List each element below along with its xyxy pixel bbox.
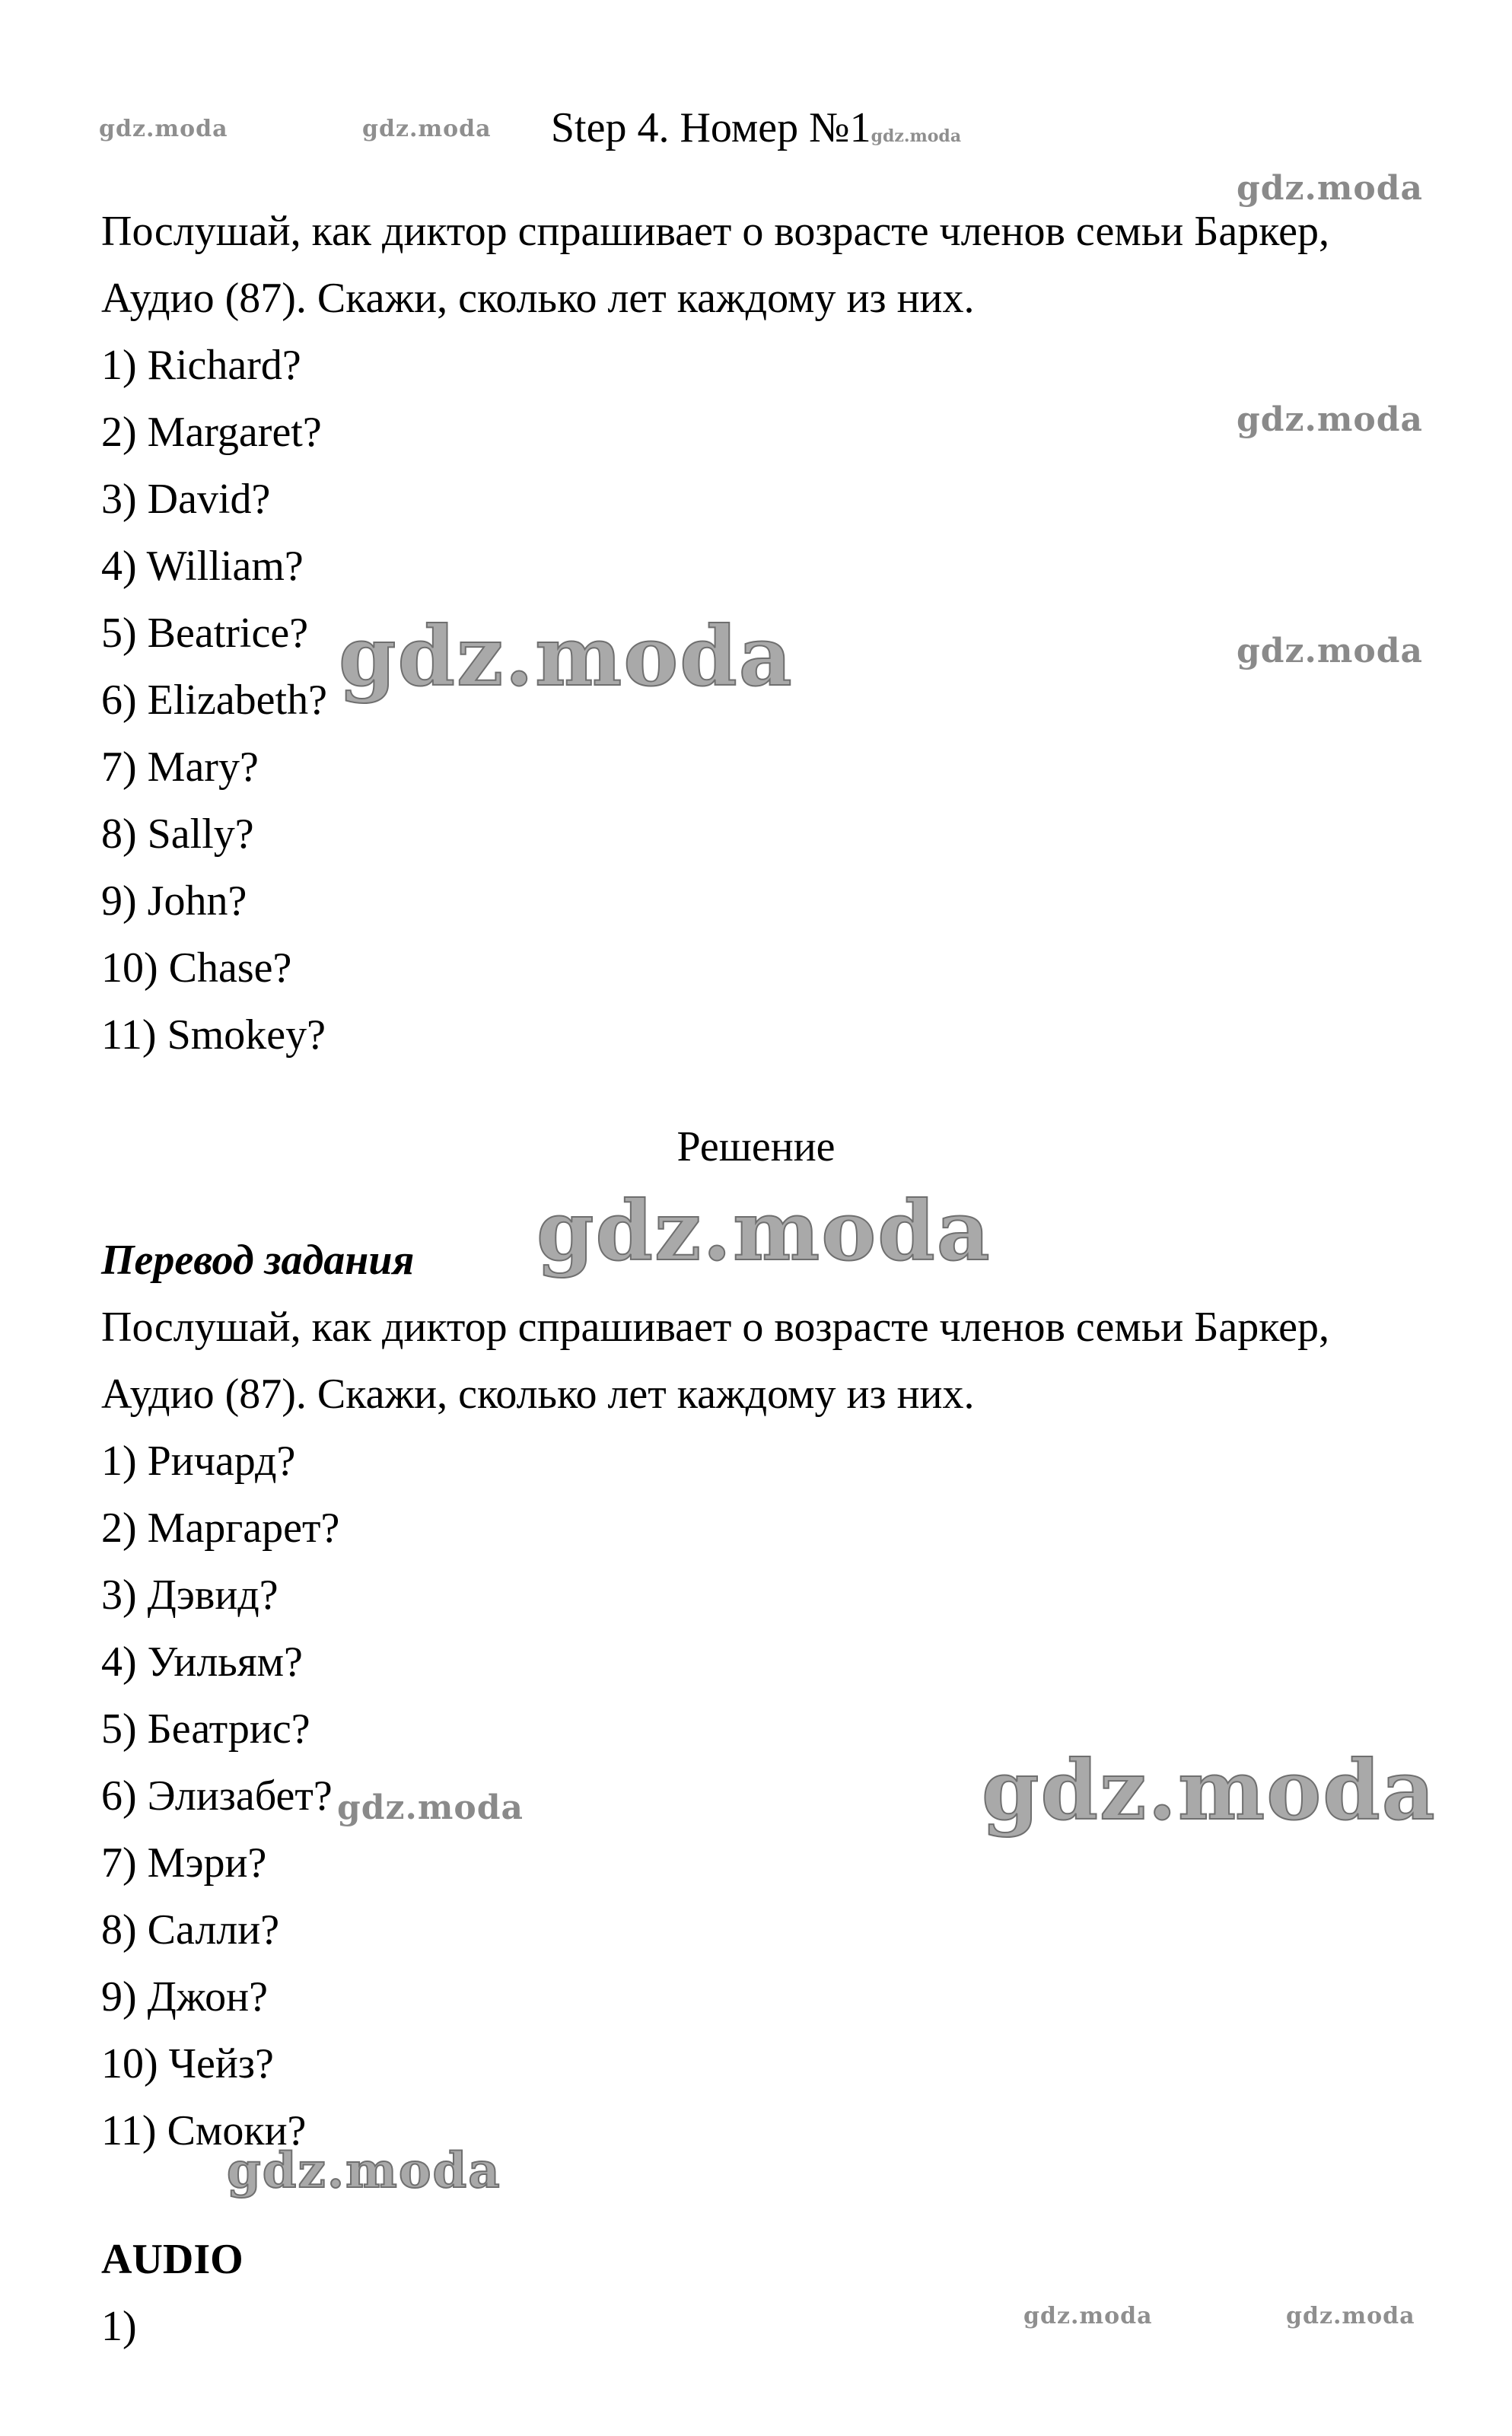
watermark-inline: gdz.moda xyxy=(871,126,962,146)
task-item: 1) Richard? xyxy=(101,342,301,389)
watermark: gdz.moda xyxy=(536,1183,992,1279)
solution-item: 1) Ричард? xyxy=(101,1438,296,1485)
watermark: gdz.moda xyxy=(1286,2303,1415,2329)
solution-item: 4) Уильям? xyxy=(101,1638,303,1686)
task-item: 10) Chase? xyxy=(101,944,292,992)
solution-heading: Решение xyxy=(676,1123,836,1170)
task-item: 2) Margaret? xyxy=(101,409,322,456)
page-title-text: Step 4. Номер №1 xyxy=(550,104,871,151)
task-item: 6) Elizabeth? xyxy=(101,677,327,724)
watermark: gdz.moda xyxy=(99,116,228,142)
solution-item: 3) Дэвид? xyxy=(101,1571,279,1619)
task-item: 7) Mary? xyxy=(101,744,259,791)
solution-line-2: Аудио (87). Скажи, сколько лет каждому из них. xyxy=(101,1371,975,1418)
audio-heading: AUDIO xyxy=(101,2236,244,2283)
watermark: gdz.moda xyxy=(337,1788,524,1827)
solution-line-1: Послушай, как диктор спрашивает о возрасте членов семьи Баркер, xyxy=(101,1304,1329,1351)
task-item: 5) Beatrice? xyxy=(101,610,309,657)
solution-item: 11) Смоки? xyxy=(101,2107,307,2154)
solution-item: 9) Джон? xyxy=(101,1973,268,2020)
task-item: 11) Smokey? xyxy=(101,1011,326,1059)
audio-item: 1) xyxy=(101,2303,137,2350)
solution-item: 6) Элизабет? xyxy=(101,1772,333,1820)
task-item: 8) Sally? xyxy=(101,810,254,858)
watermark: gdz.moda xyxy=(1237,169,1424,208)
translation-heading: Перевод задания xyxy=(101,1237,415,1284)
watermark: gdz.moda xyxy=(1023,2303,1153,2329)
watermark: gdz.moda xyxy=(1237,632,1424,670)
watermark: gdz.moda xyxy=(982,1743,1437,1839)
solution-item: 7) Мэри? xyxy=(101,1839,267,1887)
watermark: gdz.moda xyxy=(227,2142,501,2199)
task-item: 4) William? xyxy=(101,543,304,590)
solution-item: 2) Маргарет? xyxy=(101,1505,340,1552)
solution-item: 8) Салли? xyxy=(101,1906,280,1954)
solution-item: 10) Чейз? xyxy=(101,2040,274,2087)
watermark: gdz.moda xyxy=(339,609,794,705)
task-item: 9) John? xyxy=(101,877,247,925)
solution-item: 5) Беатрис? xyxy=(101,1705,310,1753)
watermark: gdz.moda xyxy=(362,116,492,142)
watermark: gdz.moda xyxy=(1237,400,1424,439)
task-item: 3) David? xyxy=(101,476,271,523)
task-line-2: Аудио (87). Скажи, сколько лет каждому из них. xyxy=(101,275,975,322)
task-line-1: Послушай, как диктор спрашивает о возрасте членов семьи Баркер, xyxy=(101,208,1329,255)
